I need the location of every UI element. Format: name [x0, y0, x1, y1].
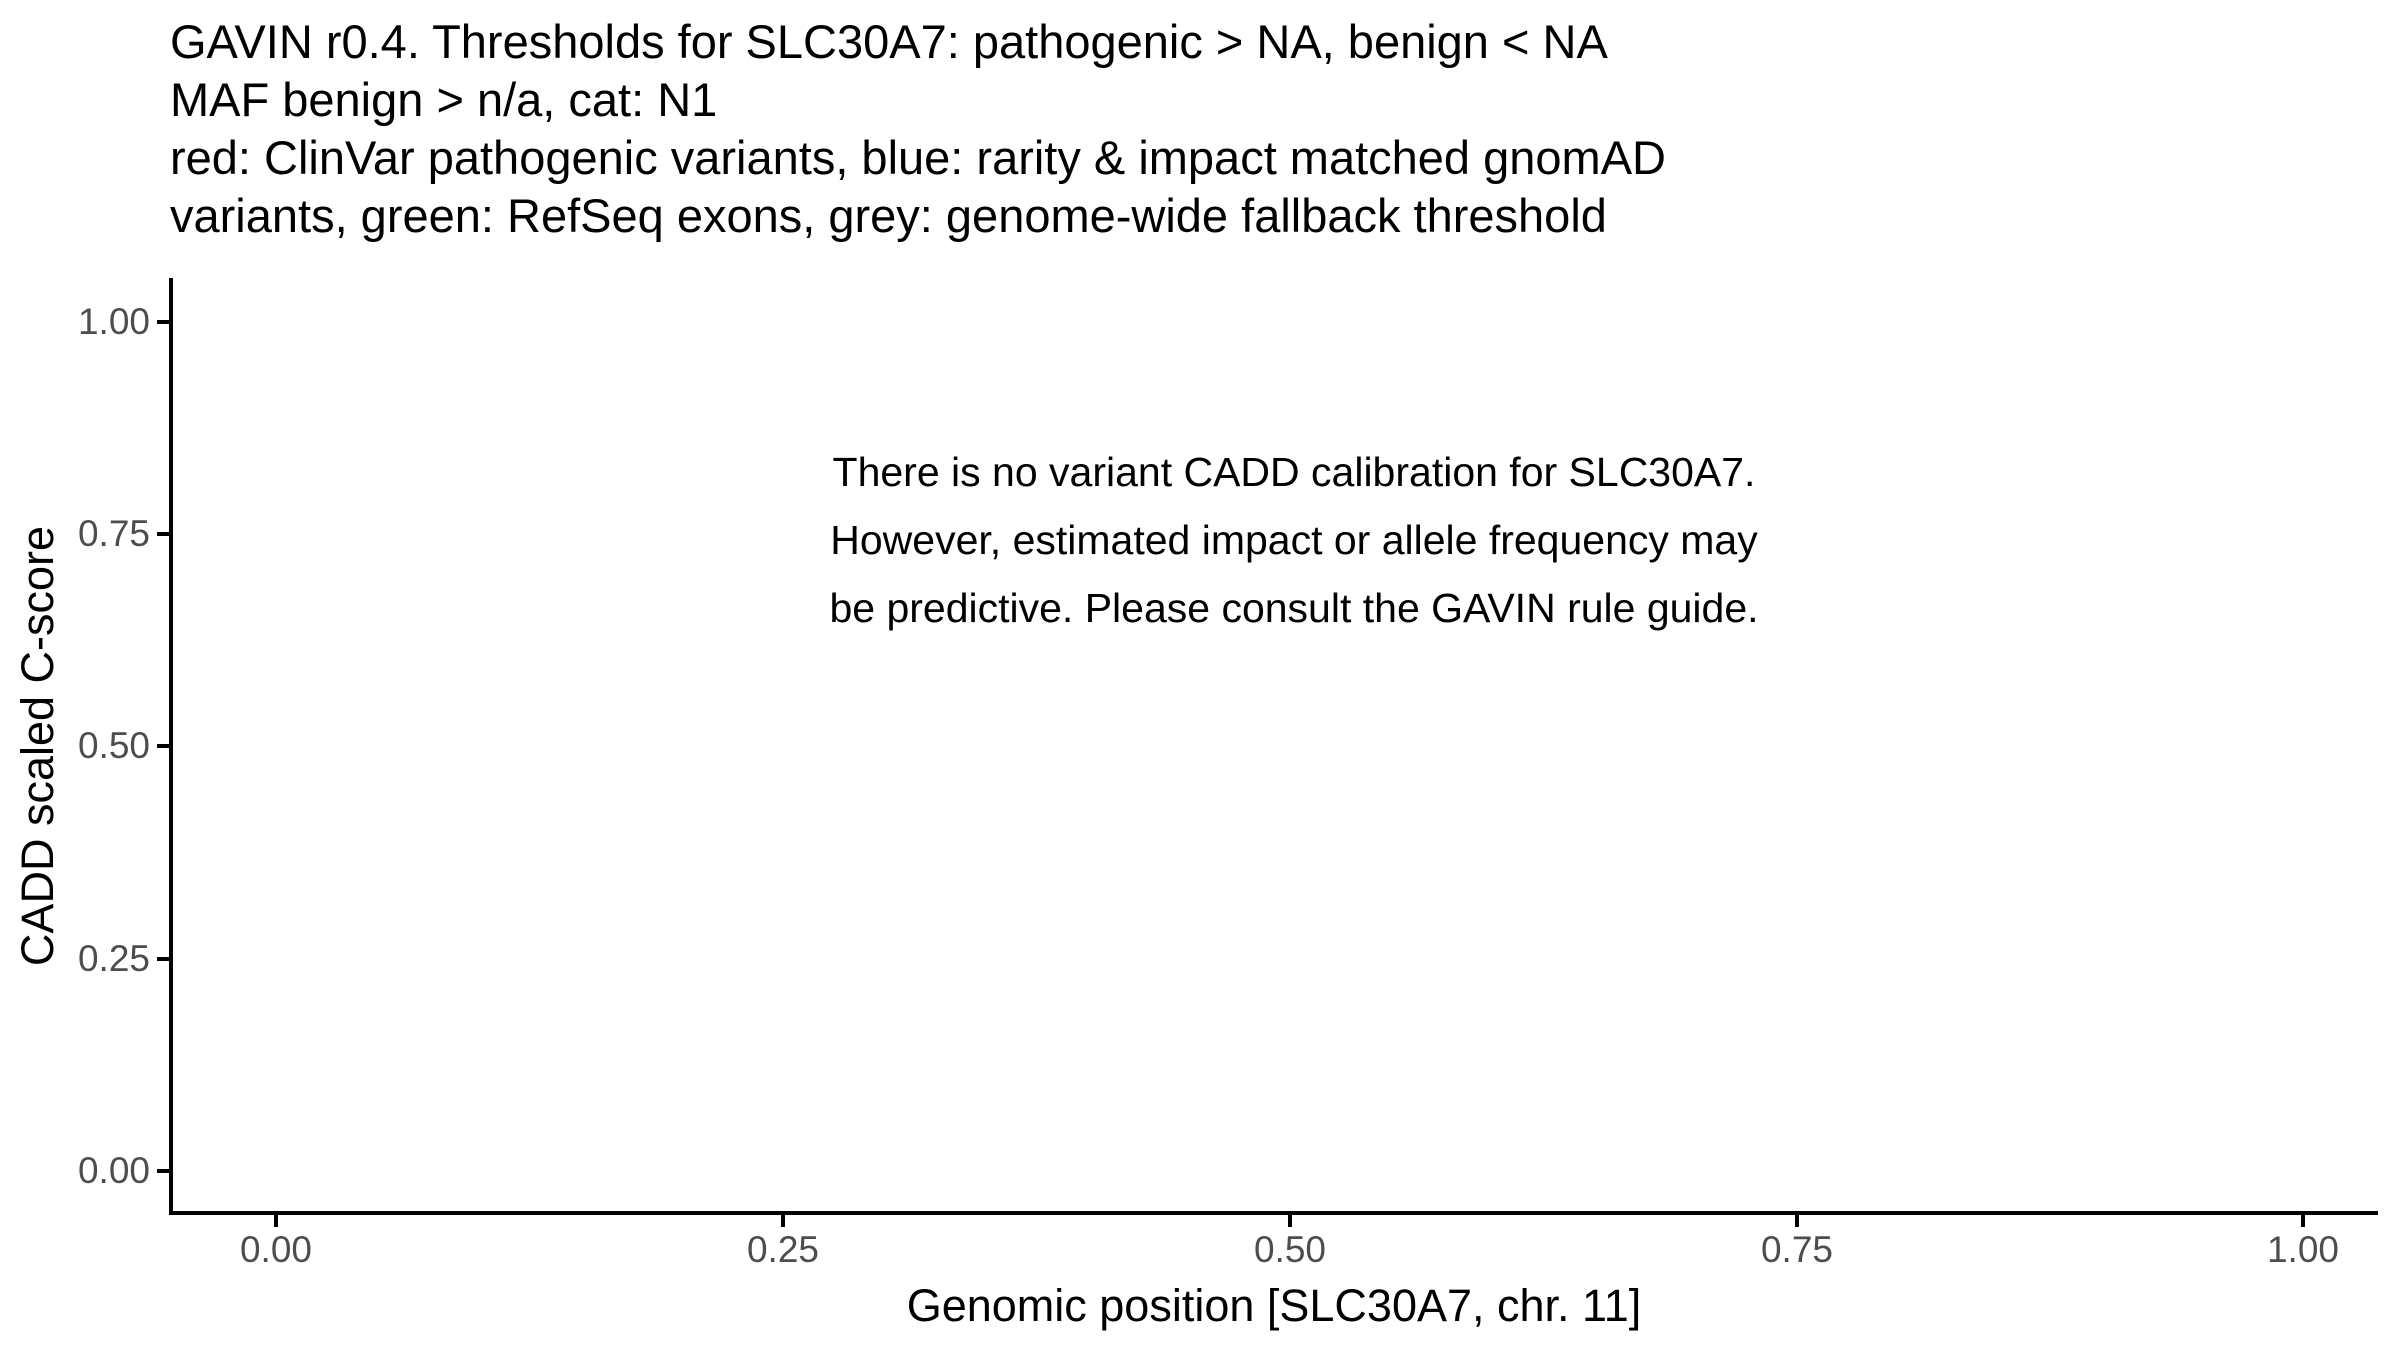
plot-title-line-4: variants, green: RefSeq exons, grey: genome-wide fallback threshold	[170, 189, 1607, 242]
y-tick-mark-1.00	[157, 320, 169, 324]
plot-title-line-3: red: ClinVar pathogenic variants, blue: rarity & impact matched gnomAD	[170, 131, 1666, 184]
x-tick-label-0.50: 0.50	[1253, 1229, 1326, 1270]
annotation-line-3: be predictive. Please consult the GAVIN rule guide.	[829, 585, 1759, 631]
y-tick-label-0.50: 0.50	[77, 725, 150, 766]
annotation-line-2: However, estimated impact or allele frequency may	[830, 517, 1758, 563]
y-tick-mark-0.25	[157, 957, 169, 961]
x-tick-label-1.00: 1.00	[2266, 1229, 2339, 1270]
y-axis-title: CADD scaled C-score	[12, 525, 63, 967]
plot-title-line-1: GAVIN r0.4. Thresholds for SLC30A7: pathogenic > NA, benign < NA	[170, 15, 1608, 68]
x-tick-mark-0.50	[1288, 1215, 1292, 1227]
y-tick-label-0.00: 0.00	[77, 1150, 150, 1191]
no-calibration-annotation	[646, 438, 1942, 642]
x-tick-label-0.00: 0.00	[239, 1229, 312, 1270]
x-tick-label-0.75: 0.75	[1760, 1229, 1833, 1270]
x-tick-mark-1.00	[2301, 1215, 2305, 1227]
y-tick-mark-0.75	[157, 532, 169, 536]
x-tick-mark-0.00	[274, 1215, 278, 1227]
x-tick-label-0.25: 0.25	[746, 1229, 819, 1270]
x-tick-mark-0.25	[781, 1215, 785, 1227]
plot-panel	[169, 278, 2378, 1215]
y-tick-label-1.00: 1.00	[77, 301, 150, 342]
y-tick-label-0.75: 0.75	[77, 513, 150, 554]
x-tick-mark-0.75	[1795, 1215, 1799, 1227]
y-tick-mark-0.50	[157, 744, 169, 748]
annotation-line-1: There is no variant CADD calibration for SLC30A7.	[832, 449, 1756, 495]
y-tick-label-0.25: 0.25	[77, 938, 150, 979]
x-axis-title: Genomic position [SLC30A7, chr. 11]	[906, 1280, 1642, 1331]
plot-title-line-2: MAF benign > n/a, cat: N1	[170, 73, 718, 126]
plot-title	[170, 13, 1666, 245]
y-tick-mark-0.00	[157, 1169, 169, 1173]
